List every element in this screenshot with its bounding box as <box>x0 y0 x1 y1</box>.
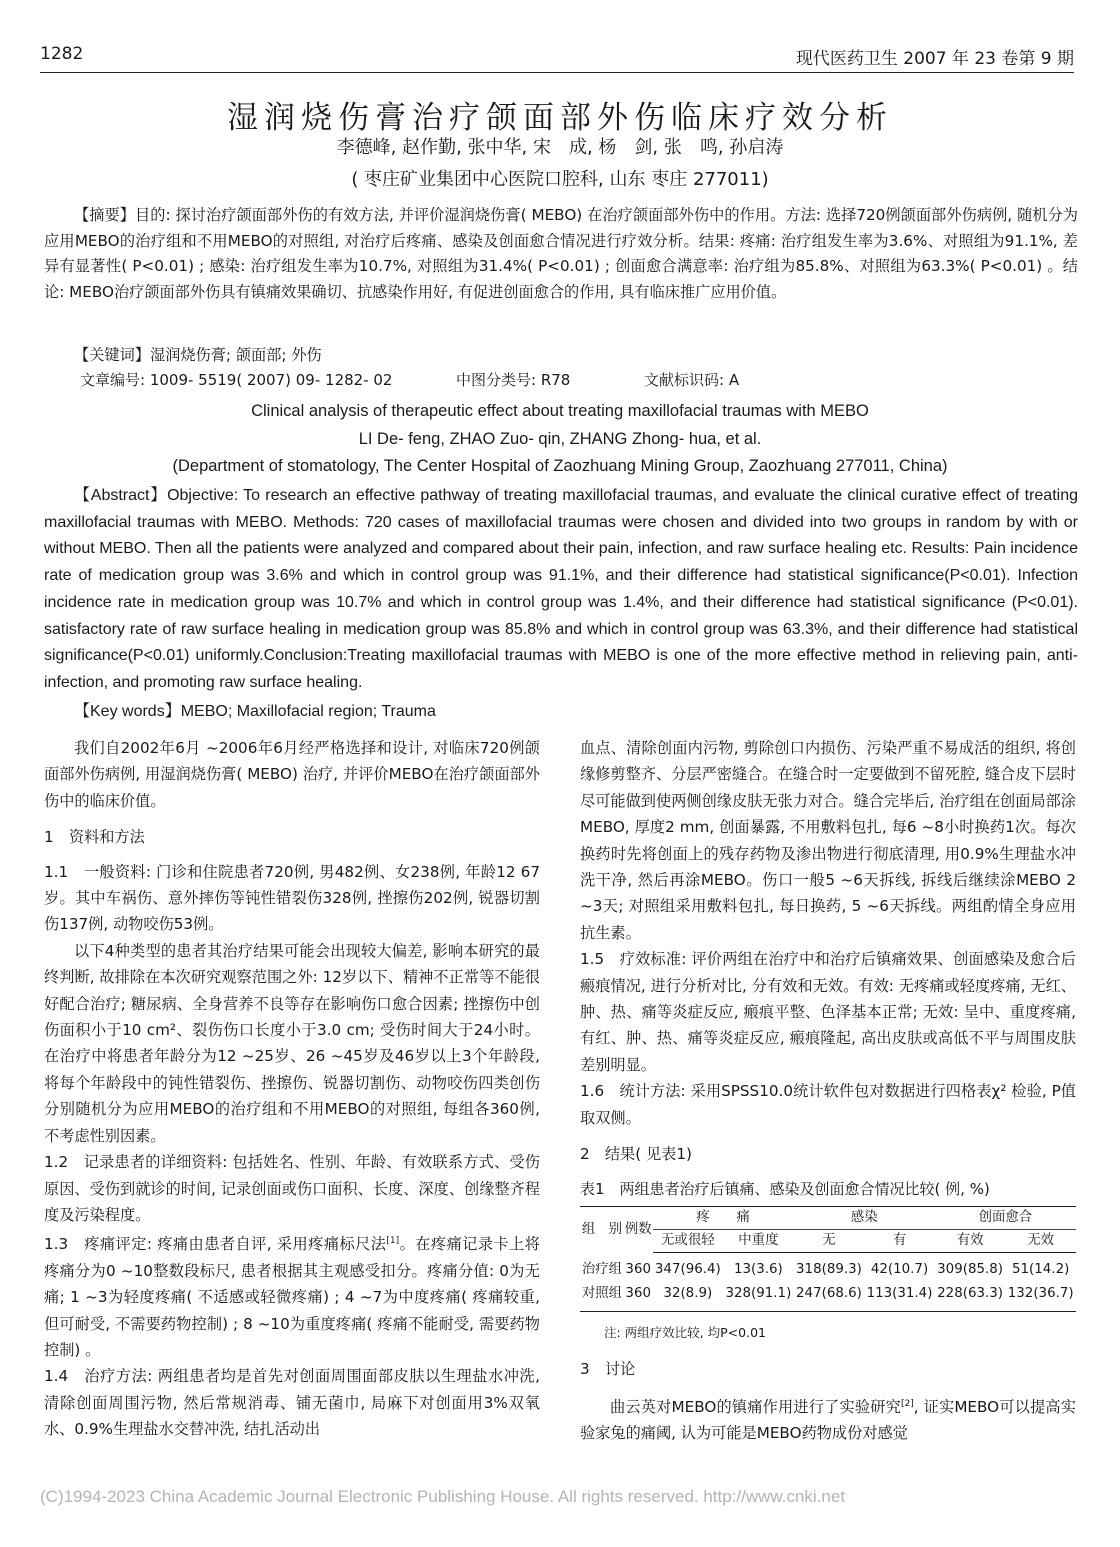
section-heading-3: 3 讨论 <box>580 1360 636 1379</box>
abstract-en: 【Abstract】Objective: To research an effective pathway of treating maxillofacial traumas, and evaluate the clinical curative effect of treating maxillofacial traumas with MEBO. Methods: 720 cases of maxillofacial traumas were chosen and divided into two groups in random by with or without MEBO. Then all the patients were analyzed and compared about their pain, infection, and raw surface healing etc. Results: Pain incidence rate of medication group was 3.6% and which in control group was 91.1%, and their difference had statistical significance(P<0.01). Infection incidence rate in medication group was 10.7% and which in control group was 1.4%, and their difference had statistical significance (P<0.01). satisfactory rate of raw surface healing in medication group was 85.8% and which in control group was 63.3%, and their difference had statistical significance(P<0.01) uniformly.Conclusion:Treating maxillofacial traumas with MEBO is one of the more effective method in relieving pain, anti- infection, and promoting raw surface healing. <box>44 487 1078 691</box>
header-rule <box>40 72 1074 73</box>
table-cell: 360 <box>624 1282 653 1312</box>
english-affiliation: (Department of stomatology, The Center Hospital of Zaozhuang Mining Group, Zaozhuang 277011, China) <box>172 457 948 475</box>
table-cell: 113(31.4) <box>864 1282 935 1312</box>
table-cell: 247(68.6) <box>794 1282 865 1312</box>
para-1-1: 1.1 一般资料: 门诊和住院患者720例, 男482例、女238例, 年龄12 67岁。其中车祸伤、意外摔伤等钝性错裂伤328例, 挫擦伤202例, 锐器切割伤137例, 动物咬伤53例。 <box>44 862 540 934</box>
para-1-5: 1.5 疗效标准: 评价两组在治疗中和治疗后镇痛效果、创面感染及愈合后瘢痕情况, 进行分析对比, 分有效和无效。有效: 无疼痛或轻度疼痛, 无红、肿、热、痛等炎症反应, 瘢痕平整、色泽基本正常; 无效: 呈中、重度疼痛, 有红、肿、热、痛等炎症反应, 瘢痕隆起, 高出皮肤或高低不平与周围皮肤差别明显。 <box>580 950 1076 1074</box>
keywords-en: 【Key words】MEBO; Maxillofacial region; Trauma <box>74 703 436 720</box>
para-1-3-text-a: 1.3 疼痛评定: 疼痛由患者自评, 采用疼痛标尺法 <box>44 1235 387 1254</box>
subheader: 有 <box>864 1229 935 1252</box>
table-cell: 318(89.3) <box>796 1261 862 1277</box>
clc-number: 中图分类号: R78 <box>456 371 571 389</box>
para-1-2: 1.2 记录患者的详细资料: 包括姓名、性别、年龄、有效联系方式、受伤原因、受伤到就诊的时间, 记录创面或伤口面积、长度、深度、创缘整齐程度及污染程度。 <box>44 1153 540 1224</box>
affiliation: ( 枣庄矿业集团中心医院口腔科, 山东 枣庄 277011) <box>351 169 769 190</box>
discussion-text-a: 曲云英对MEBO的镇痛作用进行了实验研究 <box>610 1397 901 1416</box>
authors: 李德峰, 赵作勤, 张中华, 宋 成, 杨 剑, 张 鸣, 孙启涛 <box>336 137 784 158</box>
table-cell: 对照组 <box>580 1282 624 1312</box>
col-group-header: 组 别 <box>580 1206 624 1252</box>
journal-header: 现代医药卫生 2007 年 23 卷第 9 期 <box>795 49 1074 69</box>
abstract-cn: 【摘要】目的: 探讨治疗颌面部外伤的有效方法, 并评价湿润烧伤膏( MEBO) 在治疗颌面部外伤中的作用。方法: 选择720例颌面部外伤病例, 随机分为应用MEBO的治疗组和不用MEBO的对照组, 对治疗后疼痛、感染及创面愈合情况进行疗效分析。结果: 疼痛: 治疗组发生率为3.6%、对照组为91.1%, 差异有显著性( P<0.01) ; 感染: 治疗组发生率为10.7%, 对照组为31.4%( P<0.01) ; 创面愈合满意率: 治疗组为85.8%、对照组为63.3%( P<0.01) 。结论: MEBO治疗颌面部外伤具有镇痛效果确切、抗感染作用好, 有促进创面愈合的作用, 具有临床推广应用价值。 <box>44 206 1078 301</box>
para-1-3-text-b: 。在疼痛记录卡上将疼痛分为0 ~10整数段标尺, 患者根据其主观感受扣分。疼痛分值: 0为无痛; 1 ~3为轻度疼痛( 不适感或轻微疼痛) ; 4 ~7为中度疼痛( 疼痛较重, 但可耐受, 不需要药物控制) ; 8 ~10为重度疼痛( 疼痛不能耐受, 需要药物控制) 。 <box>44 1235 540 1359</box>
para-1-4-continued: 血点、清除创面内污物, 剪除创口内损伤、污染严重不易成活的组织, 将创缘修剪整齐、分层严密缝合。在缝合时一定要做到不留死腔, 缝合皮下层时尽可能做到使两侧创缘皮肤无张力对合。缝合完毕后, 治疗组在创面局部涂MEBO, 厚度2 mm, 创面暴露, 不用敷料包扎, 每6 ~8小时换药1次。每次换药时先将创面上的残存药物及渗出物进行彻底清理, 用0.9%生理盐水冲洗干净, 然后再涂MEBO。伤口一般5 ~6天拆线, 拆线后继续涂MEBO 2 ~3天; 对照组采用敷料包扎, 每日换药, 5 ~6天拆线。两组酌情全身应用抗生素。 <box>580 739 1076 942</box>
table-cell: 13(3.6) <box>733 1261 783 1277</box>
table-cell: 42(10.7) <box>870 1261 929 1277</box>
table-cell: 228(63.3) <box>935 1282 1006 1312</box>
intro-paragraph: 我们自2002年6月 ~2006年6月经严格选择和设计, 对临床720例颌面部外伤病例, 用湿润烧伤膏( MEBO) 治疗, 并评价MEBO在治疗颌面部外伤中的临床价值。 <box>44 739 540 810</box>
results-table <box>580 1206 1076 1312</box>
section-heading-2: 2 结果( 见表1) <box>580 1145 692 1164</box>
article-number: 文章编号: 1009- 5519( 2007) 09- 1282- 02 <box>80 371 393 389</box>
body-right-column <box>580 735 1076 1447</box>
table-cell: 51(14.2) <box>1012 1261 1070 1277</box>
para-1-6: 1.6 统计方法: 采用SPSS10.0统计软件包对数据进行四格表χ² 检验, P值取双侧。 <box>580 1082 1076 1127</box>
citation-1: [1] <box>386 1236 400 1247</box>
citation-2: [2] <box>900 1398 914 1409</box>
subheader: 无 <box>794 1229 865 1252</box>
col-pain-header: 疼 痛 <box>653 1206 794 1229</box>
section-heading-1: 1 资料和方法 <box>44 828 145 847</box>
table-caption: 表1 两组患者治疗后镇痛、感染及创面愈合情况比较( 例, %) <box>580 1179 990 1198</box>
discussion-paragraph <box>580 1391 1076 1447</box>
table-cell: 347(96.4) <box>654 1261 721 1277</box>
english-title: Clinical analysis of therapeutic effect about treating maxillofacial traumas with MEBO <box>251 402 869 420</box>
table-row <box>580 1252 1076 1282</box>
para-1-4: 1.4 治疗方法: 两组患者均是首先对创面周围面部皮肤以生理盐水冲洗, 清除创面周围污物, 然后常规消毒、铺无菌巾, 局麻下对创面用3%双氧水、0.9%生理盐水交替冲洗, 结扎活动出 <box>44 1367 540 1439</box>
subheader: 中重度 <box>723 1229 794 1252</box>
table-row <box>580 1282 1076 1312</box>
table-cell: 360 <box>625 1261 651 1277</box>
copyright-watermark: (C)1994-2023 China Academic Journal Electronic Publishing House. All rights reserved. http://www.cnki.net <box>40 1487 846 1506</box>
table-cell: 32(8.9) <box>653 1282 724 1312</box>
para-1-1b: 以下4种类型的患者其治疗结果可能会出现较大偏差, 影响本研究的最终判断, 故排除在本次研究观察范围之外: 12岁以下、精神不正常等不能很好配合治疗; 糖尿病、全身营养不良等存在影响伤口愈合因素; 挫擦伤中创伤面积小于10 cm²、裂伤伤口长度小于3.0 cm; 受伤时间大于24小时。在治疗中将患者年龄分为12 ~25岁、26 ~45岁及46岁以上3个年龄段, 将每个年龄段中的钝性错裂伤、挫擦伤、锐器切割伤、动物咬伤四类创伤分别随机分为应用MEBO的治疗组和不用MEBO的对照组, 每组各360例, 不考虑性别因素。 <box>44 941 540 1145</box>
page-number: 1282 <box>40 44 84 64</box>
subheader: 无效 <box>1005 1229 1076 1252</box>
body-left-column <box>44 735 540 1443</box>
table-cell: 328(91.1) <box>723 1282 794 1312</box>
para-1-3 <box>44 1228 540 1363</box>
table-cell: 309(85.8) <box>937 1261 1003 1277</box>
col-healing-header: 创面愈合 <box>935 1206 1076 1229</box>
discussion-text-b: , 证实MEBO可以提高实验家兔的痛阈, 认为可能是MEBO药物成份对感觉 <box>580 1397 1076 1443</box>
table-note: 注: 两组疗效比较, 均P<0.01 <box>604 1324 766 1340</box>
table-cell: 治疗组 <box>581 1261 623 1277</box>
english-authors: LI De- feng, ZHAO Zuo- qin, ZHANG Zhong- hua, et al. <box>358 430 762 448</box>
col-infection-header: 感染 <box>794 1206 935 1229</box>
subheader: 有效 <box>935 1229 1006 1252</box>
paper-title: 湿润烧伤膏治疗颌面部外伤临床疗效分析 <box>227 100 893 136</box>
subheader: 无或很轻 <box>653 1229 724 1252</box>
keywords-cn: 【关键词】湿润烧伤膏; 颌面部; 外伤 <box>74 346 322 364</box>
col-cases-header: 例数 <box>624 1206 653 1252</box>
table-cell: 132(36.7) <box>1005 1282 1076 1312</box>
document-code: 文献标识码: A <box>644 371 740 389</box>
